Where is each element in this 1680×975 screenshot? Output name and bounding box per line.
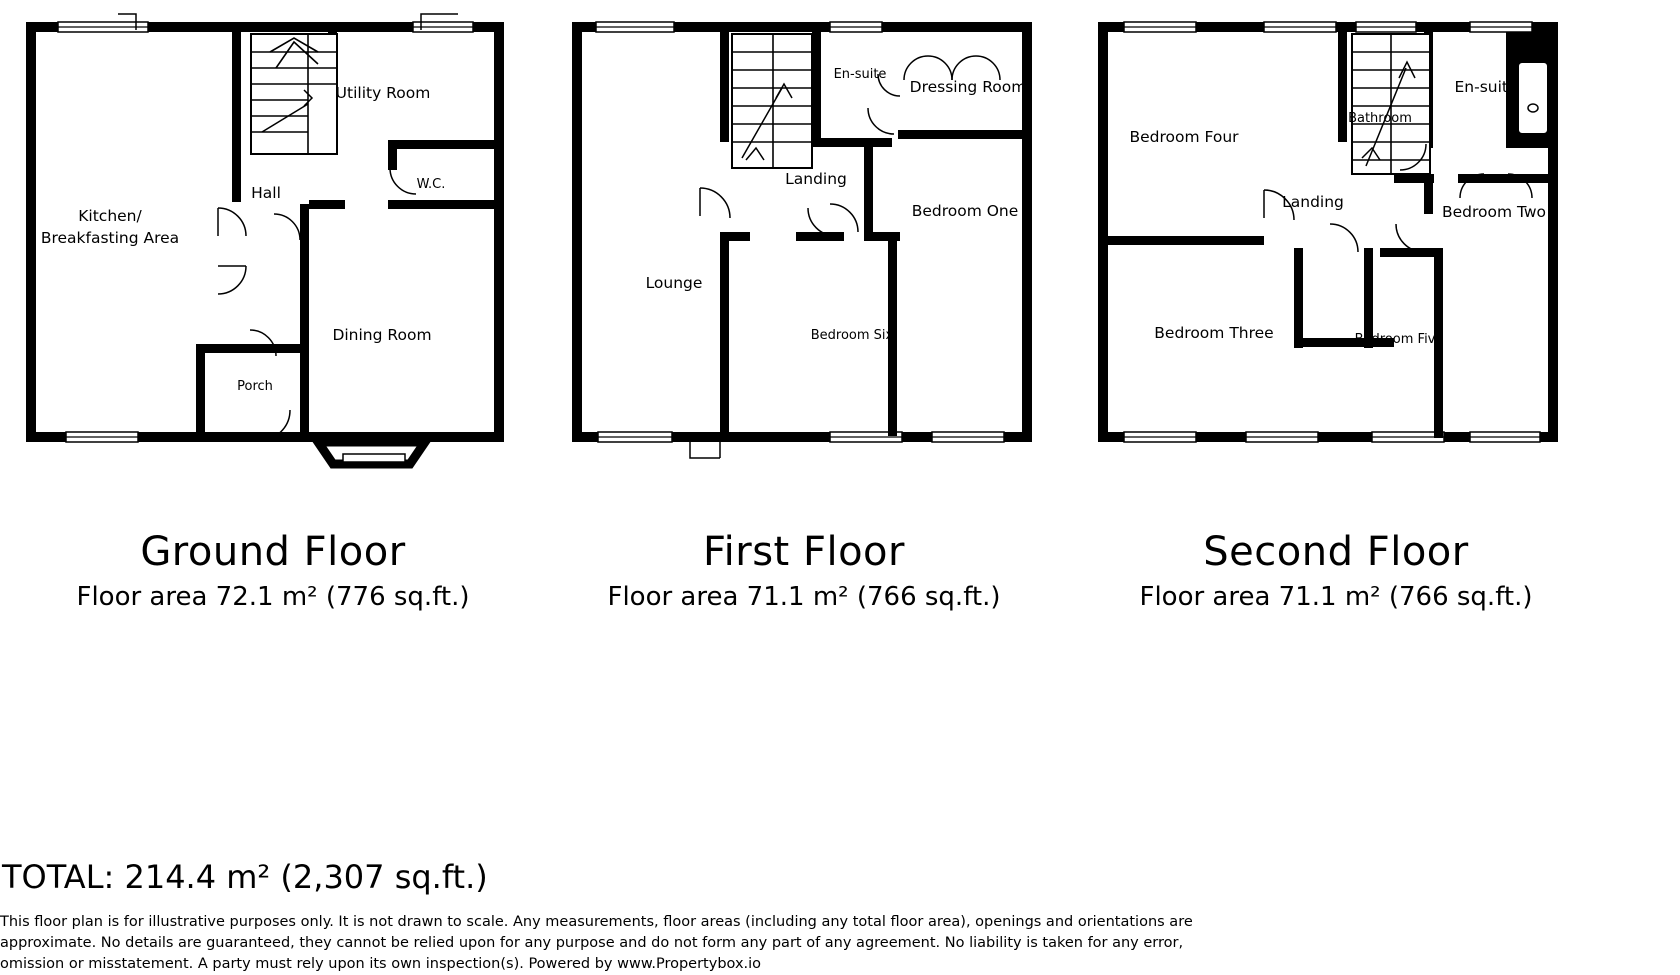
- room-label-bathroom: Bathroom: [1348, 111, 1412, 126]
- first-floor-title: First Floor: [703, 529, 905, 575]
- second-floor-title: Second Floor: [1203, 529, 1469, 575]
- room-label-dining-room: Dining Room: [332, 326, 432, 344]
- second-floor-caption: [1088, 530, 1584, 612]
- ground-floor-area: Floor area 72.1 m² (776 sq.ft.): [76, 582, 470, 612]
- room-label-landing: Landing: [1282, 193, 1344, 211]
- room-label-lounge: Lounge: [645, 274, 703, 292]
- room-label-bedroom-three: Bedroom Three: [1154, 324, 1274, 342]
- room-label-utility-room: Utility Room: [335, 84, 431, 102]
- room-label-bedroom-one: Bedroom One: [911, 202, 1019, 220]
- room-label-kitchen-line1: Kitchen/: [78, 207, 142, 225]
- room-label-porch: Porch: [237, 379, 273, 394]
- second-floor-plan: [1094, 8, 1574, 478]
- room-label-bedroom-two: Bedroom Two: [1441, 203, 1547, 221]
- room-label-wc: W.C.: [416, 177, 446, 192]
- room-label-en-suite: En-suite: [833, 67, 887, 82]
- first-floor-plan: [568, 8, 1048, 478]
- room-label-dressing-room: Dressing Room: [909, 78, 1027, 96]
- second-floor-area: Floor area 71.1 m² (766 sq.ft.): [1139, 582, 1533, 612]
- room-label-en-suite: En-suite: [1454, 78, 1518, 96]
- first-floor-caption: [554, 530, 1054, 612]
- disclaimer-text: This floor plan is for illustrative purposes only. It is not drawn to scale. Any measurements, floor areas (including any total floor area), openings and orientations are approximate. No details are guaranteed, they cannot be relied upon for any purpose and do not form any part of any agreement. No liability is taken for any error, omission or misstatement. A party must rely upon its own inspection(s). Powered by www.Propertybox.io: [0, 914, 1193, 973]
- total-area-label: TOTAL: 214.4 m² (2,307 sq.ft.): [2, 858, 488, 896]
- room-label-bedroom-four: Bedroom Four: [1129, 128, 1239, 146]
- room-label-hall: Hall: [251, 184, 281, 202]
- room-label-bedroom-six: Bedroom Six: [810, 328, 894, 343]
- ground-floor-caption: [18, 530, 528, 612]
- first-floor-area: Floor area 71.1 m² (766 sq.ft.): [607, 582, 1001, 612]
- room-label-landing: Landing: [785, 170, 847, 188]
- room-label-bedroom-five: Bedroom Five: [1354, 332, 1444, 347]
- room-label-kitchen-line2: Breakfasting Area: [40, 229, 180, 247]
- ground-floor-title: Ground Floor: [140, 529, 406, 575]
- ground-floor-plan: [18, 8, 528, 478]
